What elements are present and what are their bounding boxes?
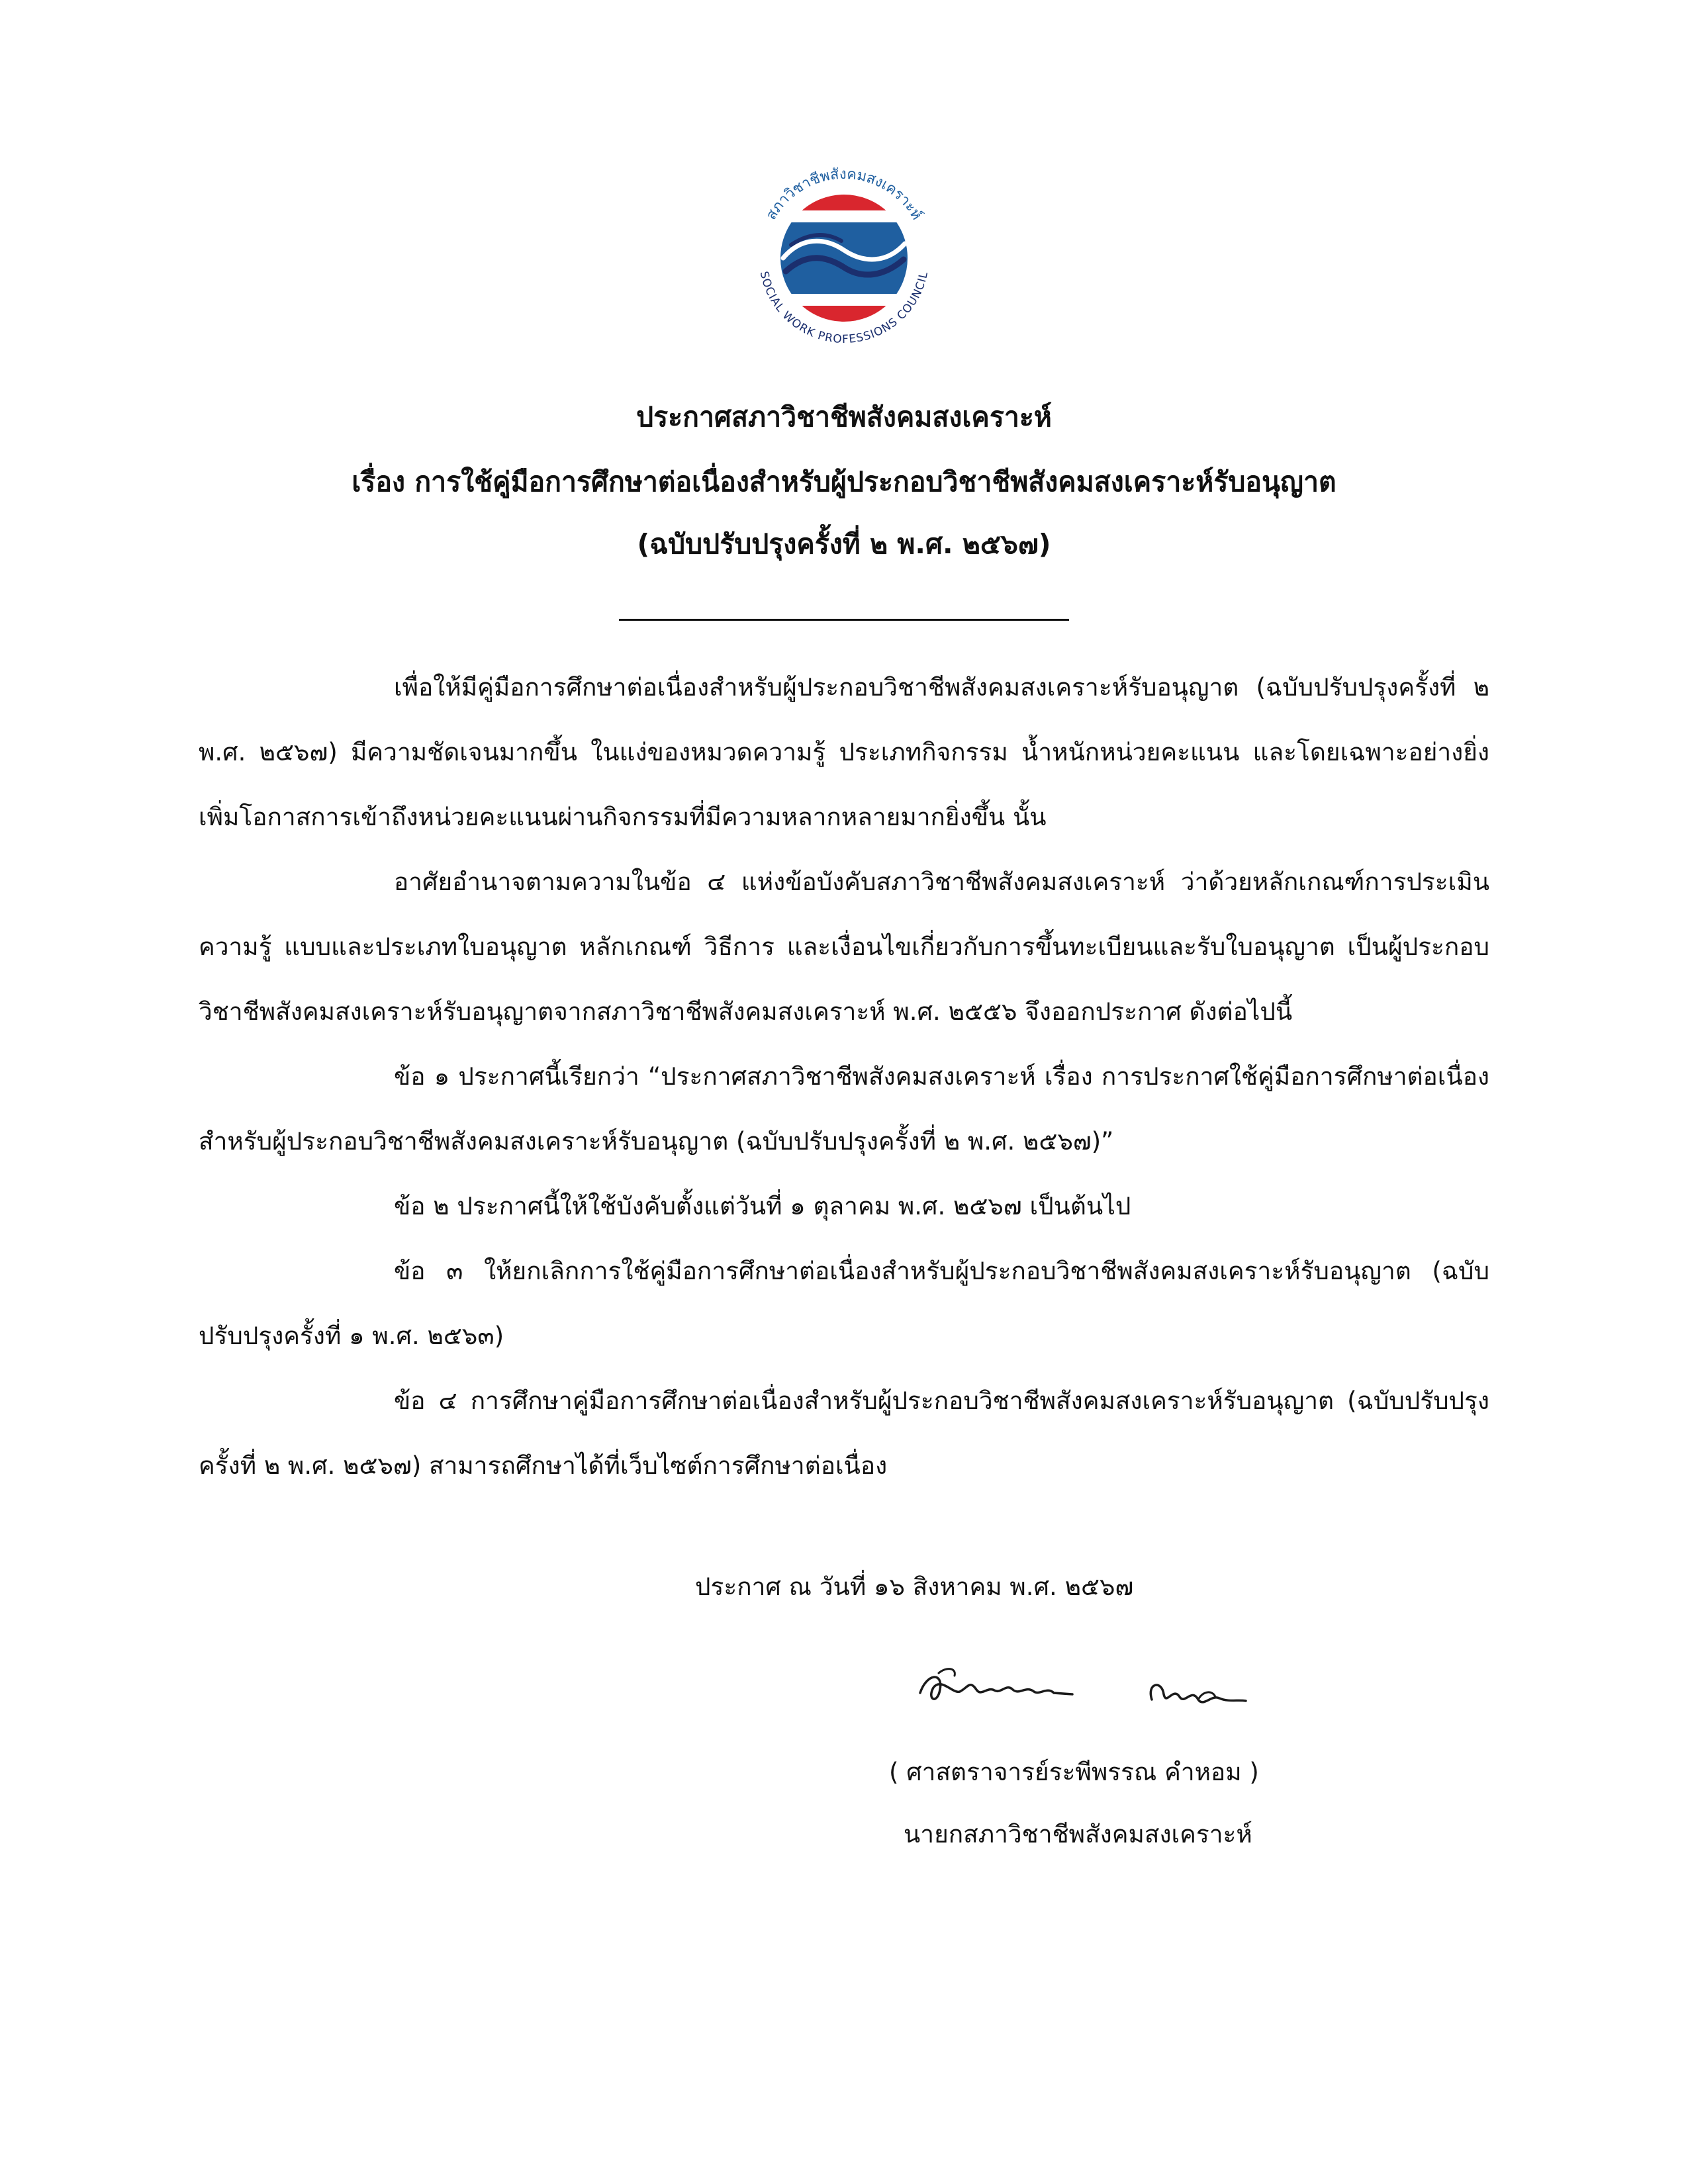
logo-thai-text: สภาวิชาชีพสังคมสงเคราะห์ xyxy=(763,165,925,223)
paragraph-preamble: เพื่อให้มีคู่มือการศึกษาต่อเนื่องสำหรับผู้ประกอบวิชาชีพสังคมสงเคราะห์รับอนุญาต (ฉบับปรับปรุงครั้งที่ ๒ พ.ศ. ๒๕๖๗) มีความชัดเจนมากขึ้น ในแง่ของหมวดความรู้ ประเภทกิจกรรม น้ำหนักหน่วยคะแนน และโดยเฉพาะอย่างยิ่งเพิ่มโอกาสการเข้าถึงหน่วยคะแนนผ่านกิจกรรมที่มีความหลากหลายมากยิ่งขึ้น นั้น xyxy=(199,673,1489,831)
clause-2: ข้อ ๒ ประกาศนี้ให้ใช้บังคับตั้งแต่วันที่ ๑ ตุลาคม พ.ศ. ๒๕๖๗ เป็นต้นไป xyxy=(394,1192,1131,1220)
signer-title: นายกสภาวิชาชีพสังคมสงเคราะห์ xyxy=(904,1820,1252,1848)
clause-4: ข้อ ๔ การศึกษาคู่มือการศึกษาต่อเนื่องสำหรับผู้ประกอบวิชาชีพสังคมสงเคราะห์รับอนุญาต (ฉบับปรับปรุงครั้งที่ ๒ พ.ศ. ๒๕๖๗) สามารถศึกษาได้ที่เว็บไซต์การศึกษาต่อเนื่อง xyxy=(199,1387,1489,1480)
announcement-edition: (ฉบับปรับปรุงครั้งที่ ๒ พ.ศ. ๒๕๖๗) xyxy=(637,528,1051,560)
logo-english-text: SOCIAL WORK PROFESSIONS COUNCIL xyxy=(757,270,931,347)
council-logo xyxy=(745,159,943,364)
clause-3: ข้อ ๓ ให้ยกเลิกการใช้คู่มือการศึกษาต่อเนื่องสำหรับผู้ประกอบวิชาชีพสังคมสงเคราะห์รับอนุญาต (ฉบับปรับปรุงครั้งที่ ๑ พ.ศ. ๒๕๖๓) xyxy=(199,1257,1489,1350)
handwritten-signature xyxy=(907,1653,1264,1726)
title-divider xyxy=(619,619,1069,621)
announcement-title: ประกาศสภาวิชาชีพสังคมสงเคราะห์ xyxy=(636,401,1052,433)
signer-name: ( ศาสตราจารย์ระพีพรรณ คำหอม ) xyxy=(889,1758,1259,1786)
announcement-date: ประกาศ ณ วันที่ ๑๖ สิงหาคม พ.ศ. ๒๕๖๗ xyxy=(695,1572,1134,1601)
clause-1: ข้อ ๑ ประกาศนี้เรียกว่า “ประกาศสภาวิชาชีพสังคมสงเคราะห์ เรื่อง การประกาศใช้คู่มือการศึกษาต่อเนื่องสำหรับผู้ประกอบวิชาชีพสังคมสงเคราะห์รับอนุญาต (ฉบับปรับปรุงครั้งที่ ๒ พ.ศ. ๒๕๖๗)” xyxy=(199,1062,1489,1156)
announcement-body xyxy=(199,655,1489,1498)
paragraph-authority: อาศัยอำนาจตามความในข้อ ๔ แห่งข้อบังคับสภาวิชาชีพสังคมสงเคราะห์ ว่าด้วยหลักเกณฑ์การประเมินความรู้ แบบและประเภทใบอนุญาต หลักเกณฑ์ วิธีการ และเงื่อนไขเกี่ยวกับการขึ้นทะเบียนและรับใบอนุญาต เป็นผู้ประกอบวิชาชีพสังคมสงเคราะห์รับอนุญาตจากสภาวิชาชีพสังคมสงเคราะห์ พ.ศ. ๒๕๕๖ จึงออกประกาศ ดังต่อไปนี้ xyxy=(199,868,1489,1026)
announcement-subject: เรื่อง การใช้คู่มือการศึกษาต่อเนื่องสำหรับผู้ประกอบวิชาชีพสังคมสงเคราะห์รับอนุญาต xyxy=(352,466,1336,498)
